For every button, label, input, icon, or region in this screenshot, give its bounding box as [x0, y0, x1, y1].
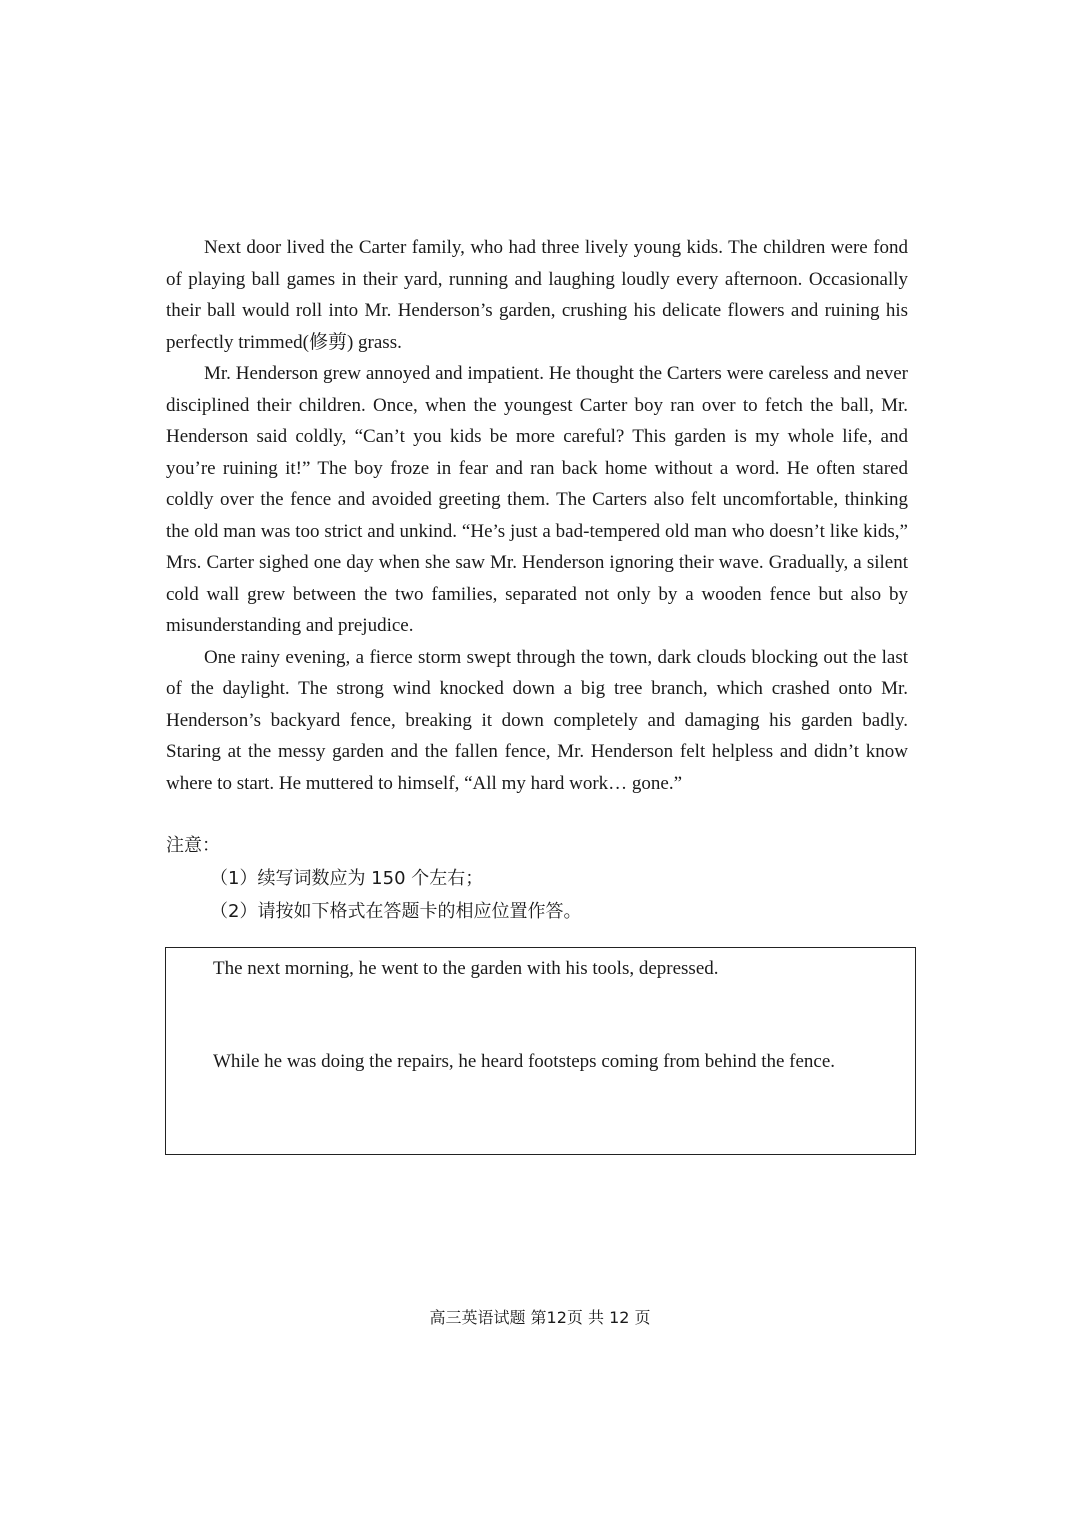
story-paragraph-1: Next door lived the Carter family, who had three lively young kids. The children were fond of playing ball games in their yard, running and laughing loudly every afternoon. Occasionally their ball would roll into Mr. Henderson’s garden, crushing his delicate flowers and ruining his perfectly trimmed(修剪) grass. [166, 237, 908, 353]
note-item-2: （2）请按如下格式在答题卡的相应位置作答。 [210, 901, 582, 922]
story-text [166, 232, 908, 799]
notes-title: 注意： [166, 835, 220, 856]
answer-box [165, 947, 916, 1155]
notes-section [166, 830, 908, 928]
answer-prompt-2: While he was doing the repairs, he heard footsteps coming from behind the fence. [213, 1051, 836, 1072]
story-paragraph-3: One rainy evening, a fierce storm swept through the town, dark clouds blocking out the last of the daylight. The strong wind knocked down a big tree branch, which crashed onto Mr. Henderson’s backyard fence, breaking it down completely and damaging his garden badly. Staring at the messy garden and the fallen fence, Mr. Henderson felt helpless and didn’t know where to start. He muttered to himself, “All my hard work… gone.” [166, 646, 908, 794]
story-paragraph-2: Mr. Henderson grew annoyed and impatient. He thought the Carters were careless and never disciplined their children. Once, when the youngest Carter boy ran over to fetch the ball, Mr. Henderson said coldly, “Can’t you kids be more careful? This garden is my whole life, and you’re ruining it!” The boy froze in fear and ran back home without a word. He often stared coldly over the fence and avoided greeting them. The Carters also felt uncomfortable, thinking the old man was too strict and unkind. “He’s just a bad-tempered old man who doesn’t like kids,” Mrs. Carter sighed one day when she saw Mr. Henderson ignoring their wave. Gradually, a silent cold wall grew between the two families, separated not only by a wooden fence but also by misunderstanding and prejudice. [166, 363, 908, 636]
page-footer: 高三英语试题 第12页 共 12 页 [429, 1308, 651, 1327]
answer-prompt-1: The next morning, he went to the garden with his tools, depressed. [213, 958, 719, 979]
note-item-1: （1）续写词数应为 150 个左右； [210, 868, 484, 889]
